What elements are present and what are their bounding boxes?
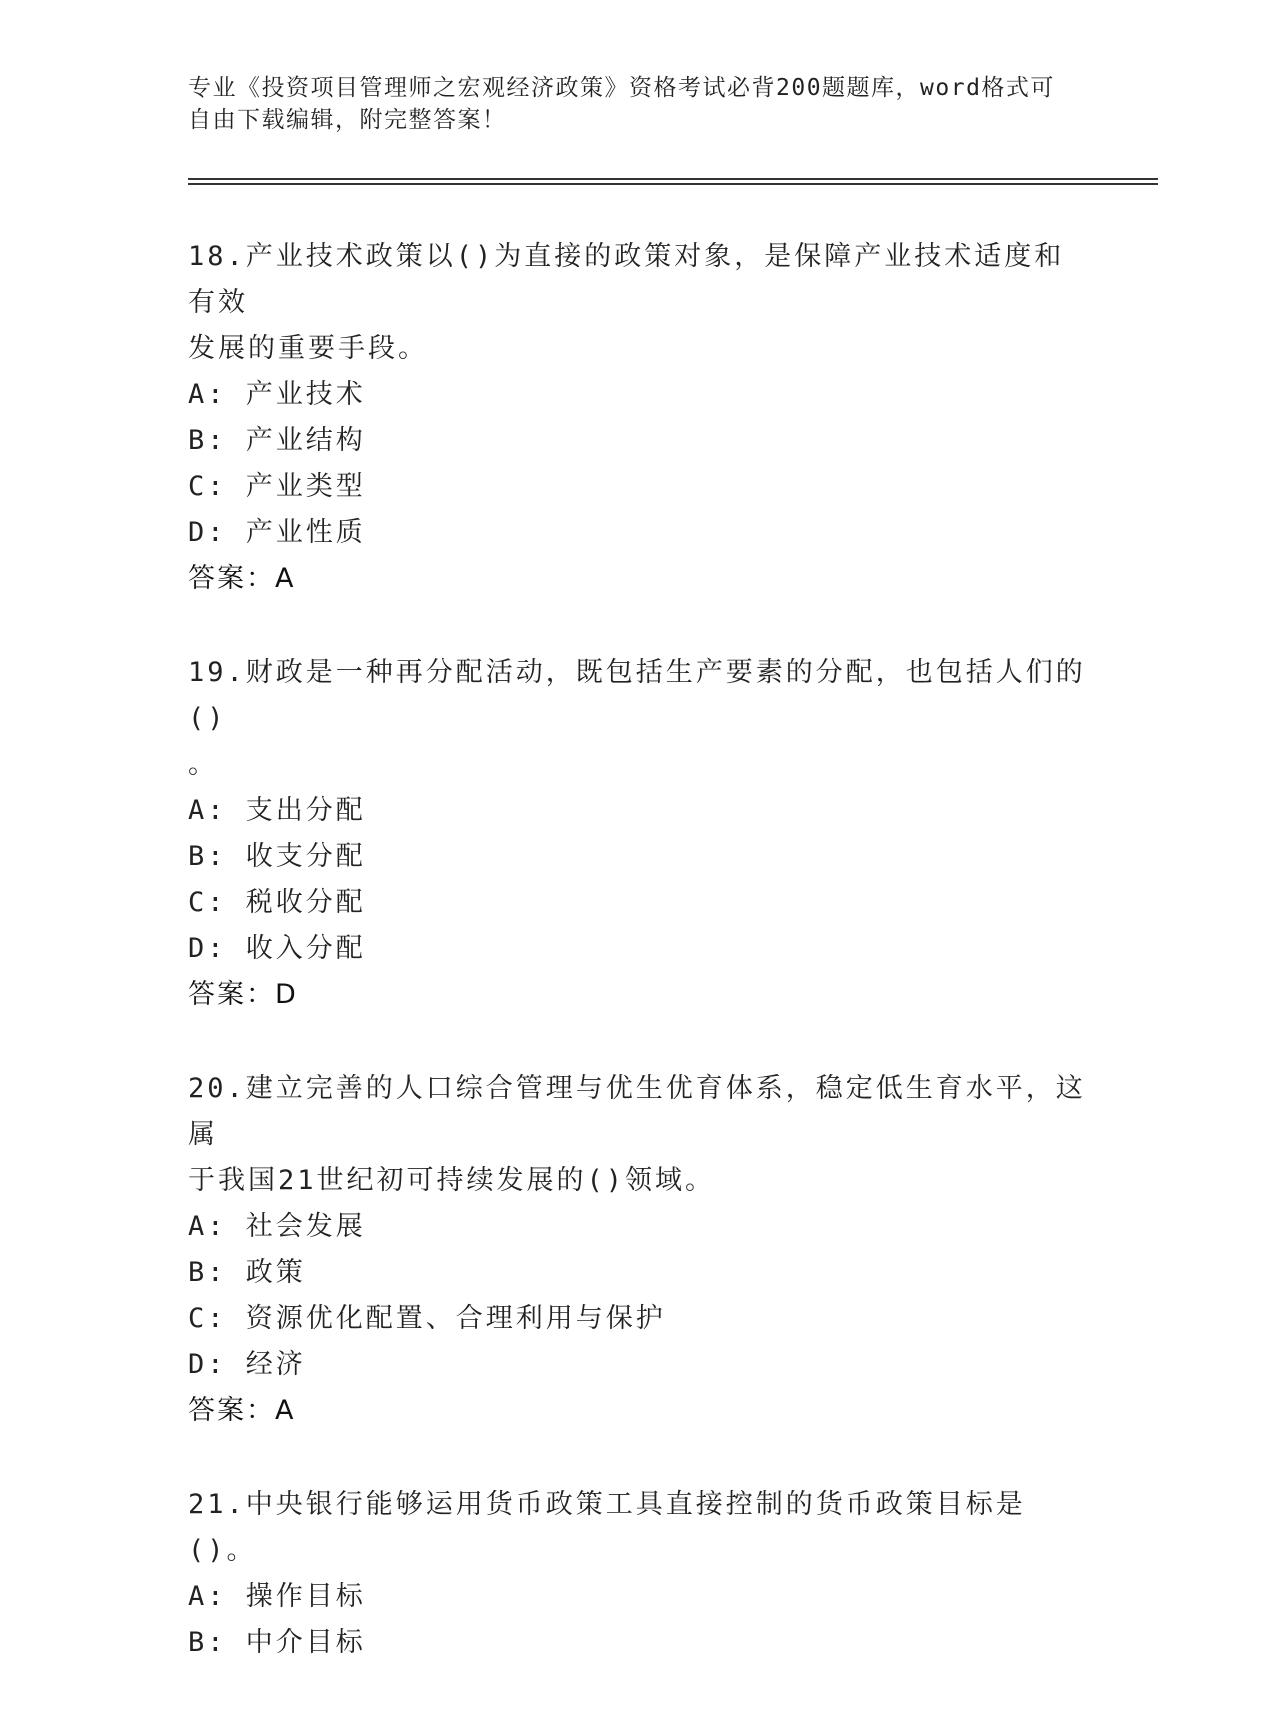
question-20 xyxy=(188,1066,1088,1434)
question-19 xyxy=(188,650,1088,1018)
header-divider-bottom xyxy=(188,183,1158,185)
option-d: D: 产业性质 xyxy=(188,517,366,548)
question-stem-line: 19.财政是一种再分配活动，既包括生产要素的分配，也包括人们的() xyxy=(188,657,1086,734)
option-c: C: 税收分配 xyxy=(188,887,366,918)
intro-line-2: 自由下载编辑，附完整答案！ xyxy=(188,107,507,133)
question-stem-line: 18.产业技术政策以()为直接的政策对象，是保障产业技术适度和有效 xyxy=(188,241,1065,318)
question-18 xyxy=(188,234,1088,602)
question-21 xyxy=(188,1482,1088,1666)
option-a: A: 操作目标 xyxy=(188,1581,366,1612)
option-b: B: 中介目标 xyxy=(188,1627,366,1658)
question-stem-line: 于我国21世纪初可持续发展的()领域。 xyxy=(188,1165,716,1196)
question-stem xyxy=(188,234,1088,372)
question-stem xyxy=(188,1482,1088,1574)
answer-line: 答案：A xyxy=(188,1395,296,1426)
document-header xyxy=(188,72,1068,136)
question-stem xyxy=(188,1066,1088,1204)
intro-line-1: 专业《投资项目管理师之宏观经济政策》资格考试必背200题题库，word格式可 xyxy=(188,75,1055,101)
option-a: A: 社会发展 xyxy=(188,1211,366,1242)
header-divider-top xyxy=(188,178,1158,180)
answer-line: 答案：D xyxy=(188,979,298,1010)
option-c: C: 资源优化配置、合理利用与保护 xyxy=(188,1303,666,1334)
question-stem-line: 21.中央银行能够运用货币政策工具直接控制的货币政策目标是()。 xyxy=(188,1489,1026,1566)
option-c: C: 产业类型 xyxy=(188,471,366,502)
option-b: B: 政策 xyxy=(188,1257,306,1288)
question-stem-line: 发展的重要手段。 xyxy=(188,333,428,364)
question-stem-line: 。 xyxy=(188,749,218,780)
answer-line: 答案：A xyxy=(188,563,296,594)
option-d: D: 收入分配 xyxy=(188,933,366,964)
option-a: A: 产业技术 xyxy=(188,379,366,410)
question-list xyxy=(188,234,1088,1714)
question-stem xyxy=(188,650,1088,788)
option-d: D: 经济 xyxy=(188,1349,306,1380)
option-b: B: 产业结构 xyxy=(188,425,366,456)
option-b: B: 收支分配 xyxy=(188,841,366,872)
question-stem-line: 20.建立完善的人口综合管理与优生优育体系，稳定低生育水平，这属 xyxy=(188,1073,1086,1150)
option-a: A: 支出分配 xyxy=(188,795,366,826)
